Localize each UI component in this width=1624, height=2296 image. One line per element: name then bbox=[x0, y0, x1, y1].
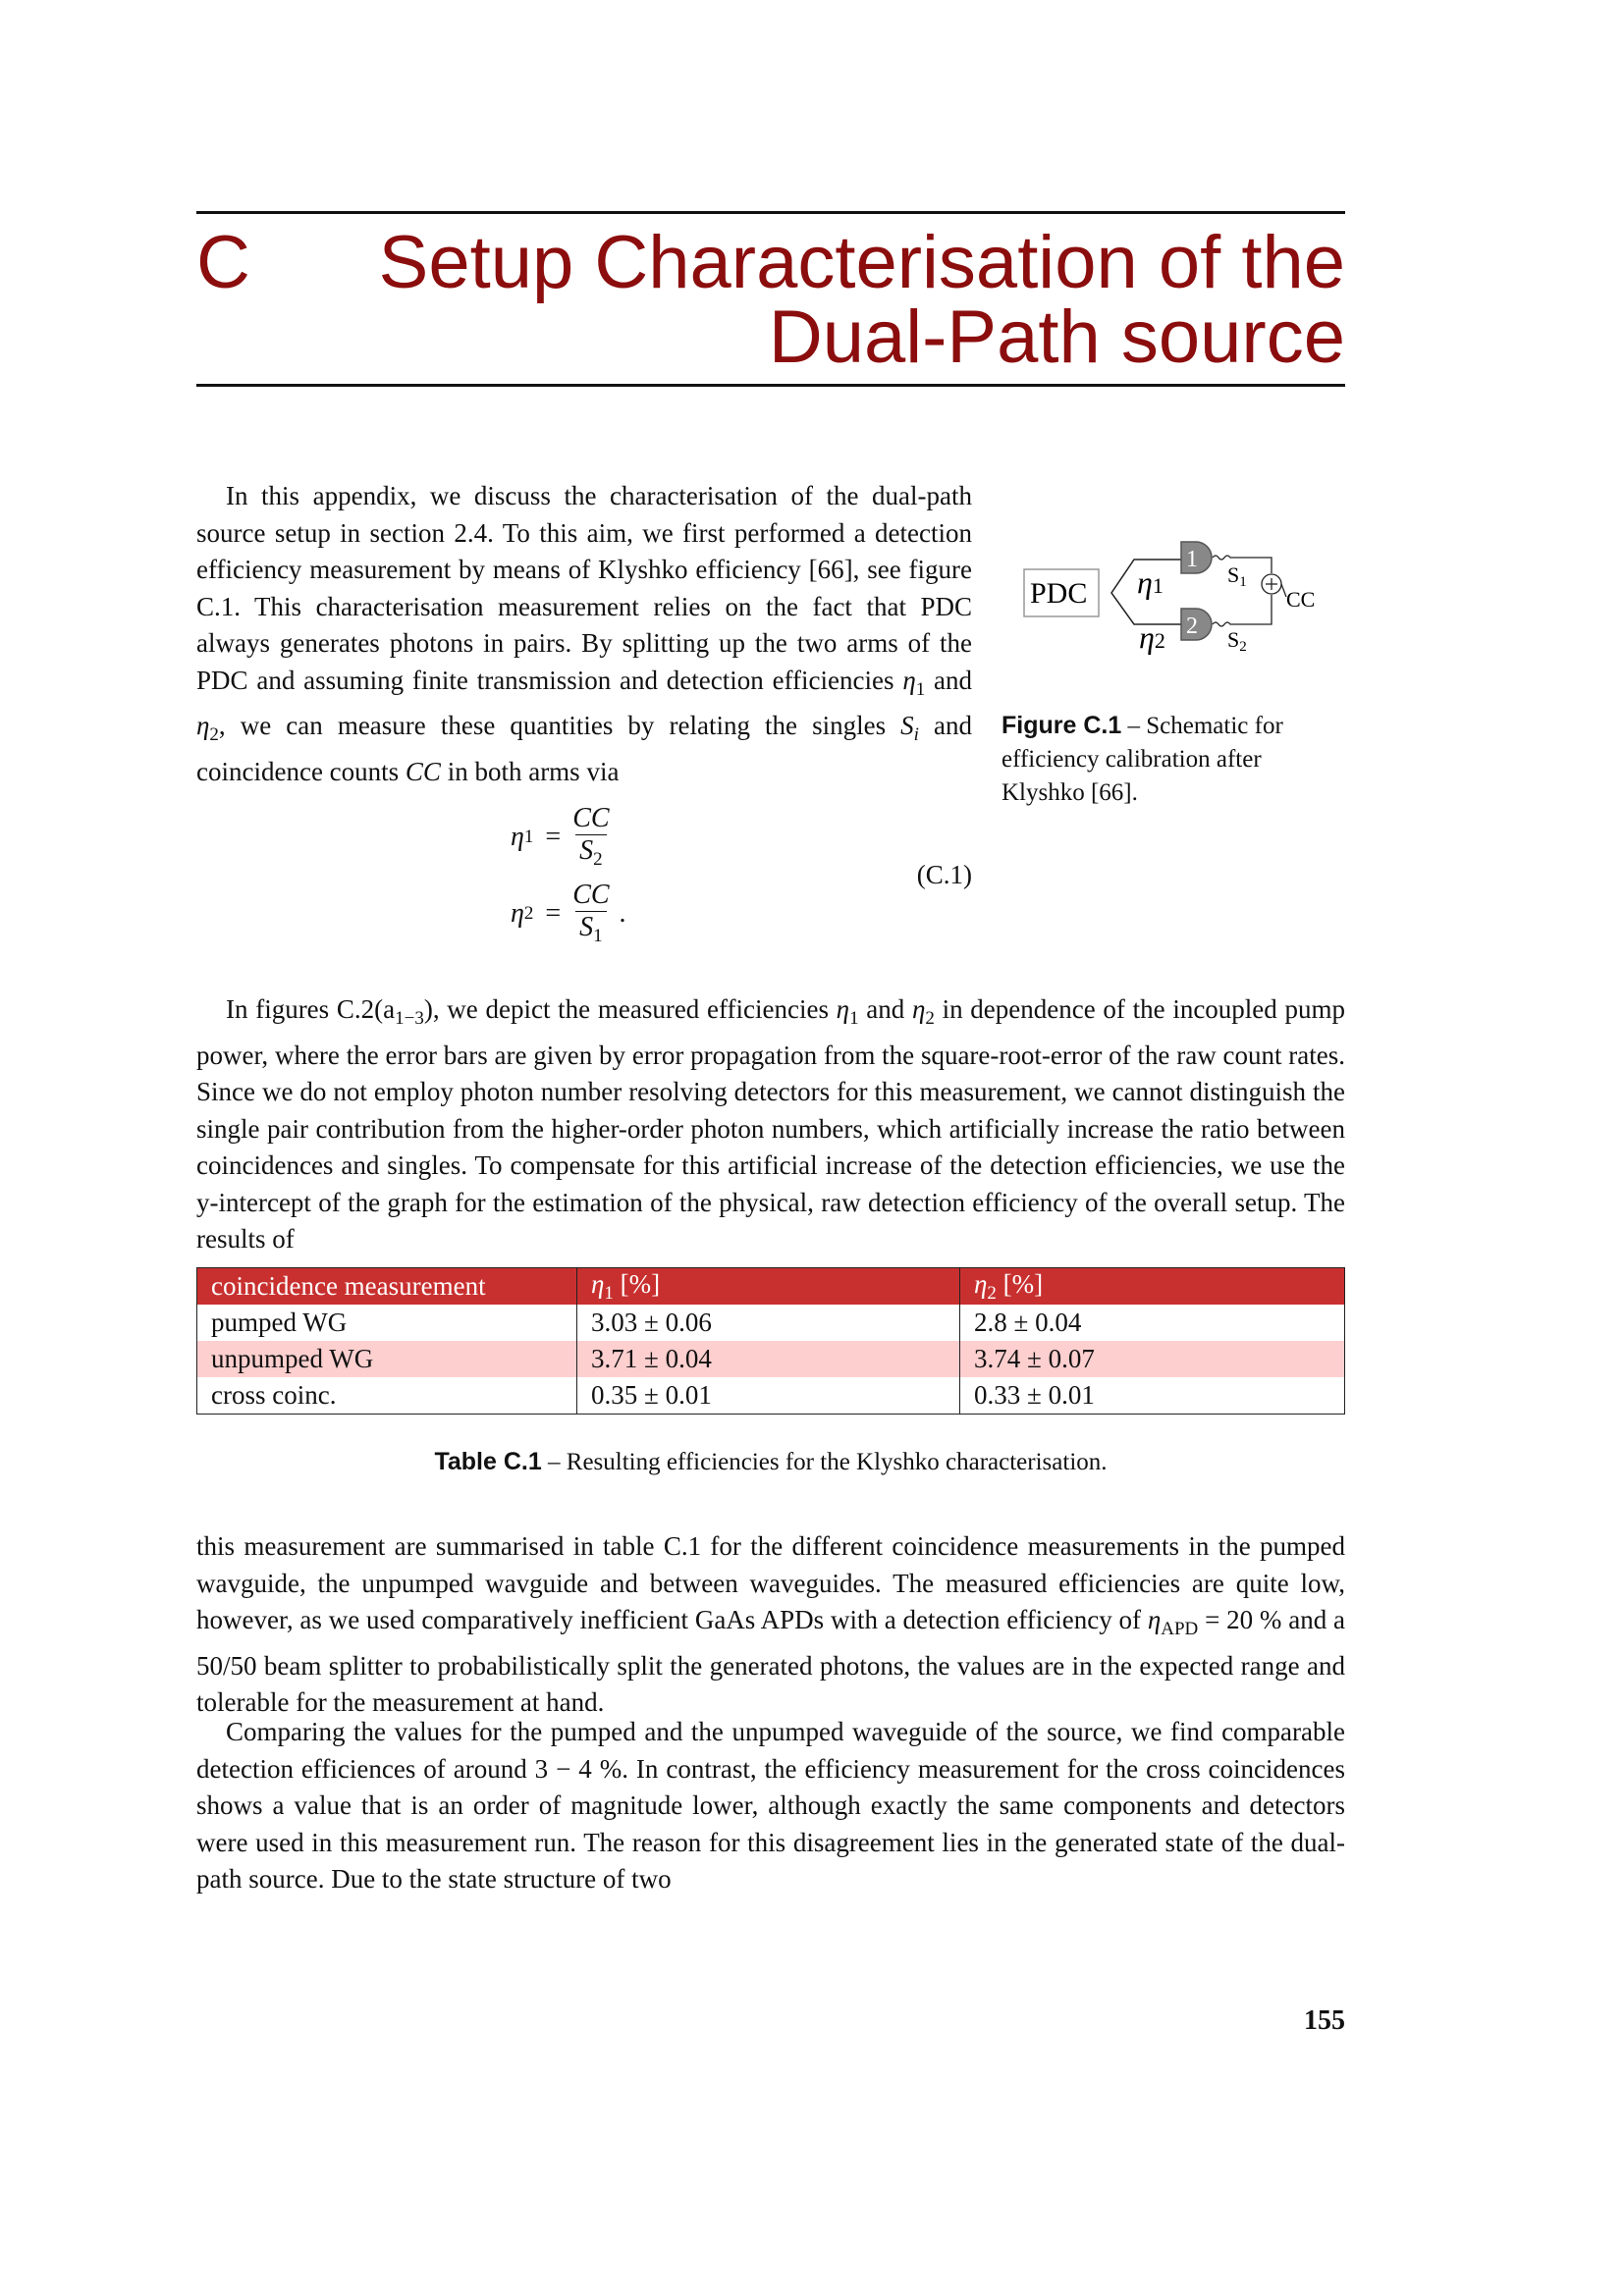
eq2-denominator: S bbox=[579, 912, 594, 942]
p3-eta: η bbox=[1147, 1605, 1162, 1634]
eq2-lhs-sub: 2 bbox=[523, 902, 534, 924]
eq2-lhs: η bbox=[511, 897, 524, 929]
eq1-fraction bbox=[568, 803, 613, 871]
intro-text-4: in both arms via bbox=[440, 756, 620, 786]
table-cell: 3.74 ± 0.07 bbox=[960, 1341, 1345, 1377]
figure-caption-text: – Schematic for efficiency calibration after Klyshko [66]. bbox=[1001, 713, 1283, 806]
efficiency-table bbox=[196, 1267, 1345, 1415]
p2-sub-a: 1−3 bbox=[395, 1008, 424, 1029]
equation-number: (C.1) bbox=[916, 860, 972, 889]
table-caption-label: Table C.1 bbox=[434, 1448, 542, 1475]
wire-1 bbox=[1213, 556, 1272, 573]
figure-caption bbox=[1001, 709, 1345, 810]
si-symbol: S bbox=[900, 711, 914, 740]
p2-eta2: η bbox=[911, 994, 926, 1024]
p2-text-d: in dependence of the incoupled pump power, where the error bars are given by error propagation from the square-root-error of the raw count rates. Since we do not employ photon number resolving detectors for this measurement, we cannot distinguish the single pair contribution from the higher-order photon numbers, which artificially increase the ratio between coincidences and singles. To compensate for this artificial increase of the detection efficiencies, we use the y-intercept of the graph for the estimation of the physical, raw detection efficiency of the overall setup. The results of bbox=[196, 994, 1345, 1254]
table-caption-text: – Resulting efficiencies for the Klyshko characterisation. bbox=[541, 1449, 1108, 1475]
table-header-cell: coincidence measurement bbox=[197, 1268, 577, 1306]
p3-text-b: = 20 % bbox=[1198, 1605, 1282, 1634]
chapter-bottom-rule bbox=[196, 384, 1345, 387]
paragraph-3 bbox=[196, 1528, 1345, 1722]
intro-text-2: , we can measure these quantities by relating the singles bbox=[218, 711, 901, 740]
si-sub: i bbox=[913, 724, 919, 745]
table-caption bbox=[196, 1448, 1345, 1476]
fig-eta1: η1 bbox=[1137, 564, 1164, 600]
eq1-equals: = bbox=[545, 821, 562, 852]
p2-text-c: and bbox=[858, 994, 912, 1024]
p3-text-a: this measurement are summarised in table C.1 for the different coincidence measurements in the pumped wavguide, the unpumped wavguide and between waveguides. The measured efficiencies are quite low, however, as we used comparatively inefficient GaAs APDs with a detection efficiency of bbox=[196, 1531, 1345, 1634]
eta1-symbol: η bbox=[902, 665, 916, 695]
wire-2 bbox=[1213, 595, 1272, 626]
table-row bbox=[197, 1341, 1345, 1377]
p2-text-b: ), we depict the measured efficiencies bbox=[423, 994, 837, 1024]
chapter-heading bbox=[196, 211, 1345, 395]
equation-row-1 bbox=[511, 803, 614, 871]
equation-row-2 bbox=[511, 880, 626, 947]
p2-eta1-sub: 1 bbox=[849, 1008, 859, 1029]
fig-cc: CC bbox=[1286, 587, 1316, 612]
p2-text-a: In figures C.2(a bbox=[226, 994, 396, 1024]
eq1-lhs: η bbox=[511, 821, 524, 852]
p2-eta2-sub: 2 bbox=[925, 1008, 935, 1029]
p2-eta1: η bbox=[836, 994, 850, 1024]
klyshko-schematic bbox=[1021, 538, 1340, 656]
table-cell: 2.8 ± 0.04 bbox=[960, 1305, 1345, 1341]
table-header-row bbox=[197, 1268, 1345, 1306]
eq2-equals: = bbox=[545, 897, 562, 929]
eq2-period: . bbox=[619, 897, 626, 929]
table-cell: cross coinc. bbox=[211, 1380, 337, 1410]
page-number: 155 bbox=[1304, 2005, 1345, 2036]
eta2-symbol: η bbox=[196, 711, 210, 740]
chapter-title-line1: Setup Characterisation of the bbox=[378, 221, 1345, 304]
table-cell: 3.03 ± 0.06 bbox=[577, 1305, 960, 1341]
paragraph-4 bbox=[196, 1714, 1345, 1898]
table-cell: 0.33 ± 0.01 bbox=[960, 1377, 1345, 1415]
chapter-title-line2: Dual-Path source bbox=[768, 295, 1345, 379]
detector-2-label: 2 bbox=[1186, 614, 1198, 639]
table-cell: 0.35 ± 0.01 bbox=[577, 1377, 960, 1415]
eta1-sub: 1 bbox=[915, 678, 926, 700]
equation-c1 bbox=[511, 803, 972, 960]
table-header-cell: $\eta_1$ [%] bbox=[577, 1268, 960, 1306]
table-cell: 3.71 ± 0.04 bbox=[577, 1341, 960, 1377]
eta2-sub: 2 bbox=[209, 724, 219, 745]
chapter-letter: C bbox=[196, 221, 250, 304]
fig-eta2: η2 bbox=[1139, 619, 1165, 655]
detector-1-label: 1 bbox=[1186, 547, 1198, 572]
eq1-den-sub: 2 bbox=[593, 849, 603, 870]
cc-symbol: CC bbox=[405, 756, 441, 786]
intro-text-1: In this appendix, we discuss the characterisation of the dual-path source setup in section 2.4. To this aim, we first performed a detection efficiency measurement by means of Klyshko efficiency [66], see figure C.1. This characterisation measurement relies on the fact that PDC always generates photons in pairs. By splitting up the two arms of the PDC and assuming finite transmission and detection efficiencies bbox=[196, 481, 972, 695]
pdc-label: PDC bbox=[1030, 577, 1088, 610]
p3-eta-sub: APD bbox=[1161, 1619, 1199, 1639]
eq2-fraction bbox=[568, 880, 613, 947]
p4-text-c: . In contrast, the efficiency measurement for the cross coincidences shows a value that is an order of magnitude lower, although exactly the same components and detectors were used in this measurement run. The reason for this disagreement lies in the generated state of the dual-path source. Due to the state structure of two bbox=[196, 1753, 1345, 1894]
eq1-numerator: CC bbox=[572, 803, 610, 833]
table-row bbox=[197, 1305, 1345, 1341]
figure-caption-label: Figure C.1 bbox=[1001, 712, 1122, 739]
eq2-numerator: CC bbox=[572, 880, 610, 910]
intro-and: and bbox=[925, 665, 973, 695]
intro-paragraph bbox=[196, 478, 972, 790]
eq1-lhs-sub: 1 bbox=[523, 826, 534, 847]
fig-s1: S1 bbox=[1227, 562, 1247, 590]
table-cell: unpumped WG bbox=[197, 1341, 577, 1377]
table-header-cell: $\eta_2$ [%] bbox=[960, 1268, 1345, 1306]
fig-s2: S2 bbox=[1227, 627, 1247, 655]
eq2-den-sub: 1 bbox=[593, 926, 603, 946]
table-row bbox=[197, 1377, 1345, 1415]
intro-text-3: and coincidence counts bbox=[196, 711, 973, 786]
p4-text-b: 3 − 4 % bbox=[534, 1753, 623, 1784]
eq1-denominator: S bbox=[579, 835, 594, 866]
table-cell: pumped WG bbox=[211, 1308, 348, 1337]
p4-text-a: Comparing the values for the pumped and the unpumped waveguide of the source, we find comparable detection efficiences of around bbox=[196, 1717, 1345, 1784]
paragraph-2 bbox=[196, 991, 1345, 1258]
p3-text-c: and a 50/50 beam splitter to probabilistically split the generated photons, the values are in the expected range and tolerable for the measurement at hand. bbox=[196, 1605, 1346, 1717]
chapter-title bbox=[196, 214, 1345, 395]
